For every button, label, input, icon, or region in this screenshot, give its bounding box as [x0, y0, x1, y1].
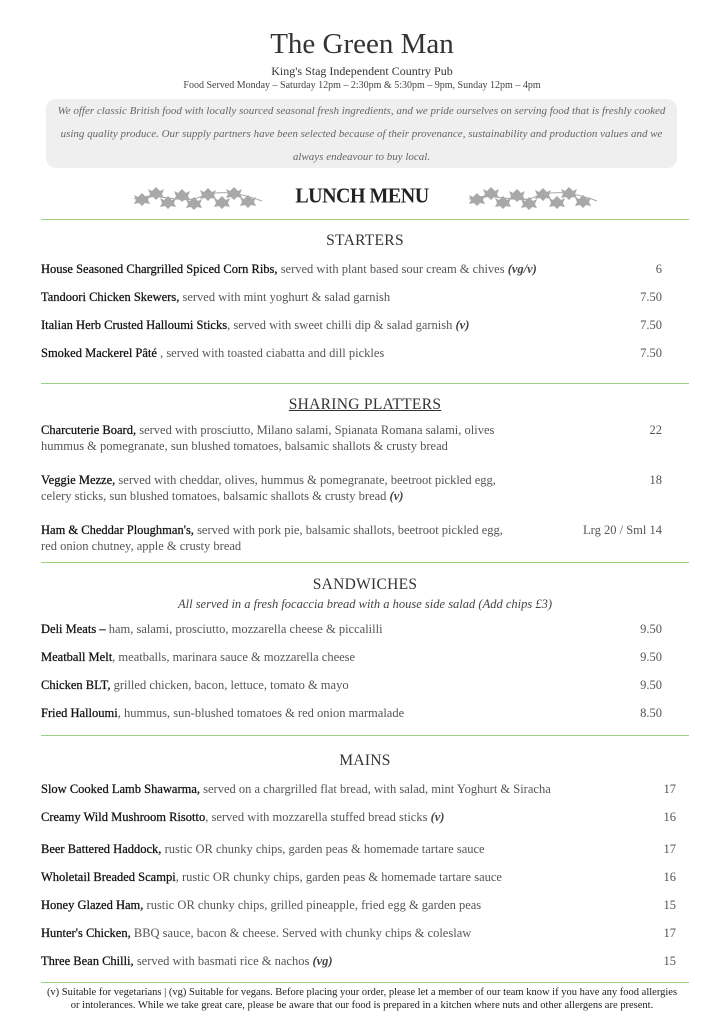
item-name: Three Bean Chilli, — [41, 954, 134, 968]
item-name: Hunter's Chicken, — [41, 926, 131, 940]
item-name: Meatball Melt — [41, 650, 113, 664]
section-subtitle: All served in a fresh focaccia bread with a house side salad (Add chips £3) — [177, 597, 553, 611]
item-price: 22 — [649, 423, 662, 437]
item-price: 9.50 — [640, 622, 662, 636]
menu-item — [41, 283, 689, 311]
item-name: Wholetail Breaded Scampi — [41, 870, 176, 884]
dietary-tag: (v) — [430, 810, 445, 824]
item-description: served with pork pie, balsamic shallots, beetroot pickled egg, red onion chutney, apple & crusty bread — [41, 523, 503, 553]
intro-text: We offer classic British food with locally sourced seasonal fresh ingredients, and we pride ourselves on serving food that is freshly cooked using quality produce. Our supply partners have been selected because of their provenance, sustainability and production values and we always endeavour to buy local. — [46, 99, 677, 168]
divider — [41, 383, 689, 384]
item-description: served with plant based sour cream & chives — [277, 262, 508, 276]
allergen-footer — [0, 986, 724, 1012]
divider — [41, 982, 689, 983]
item-price: 6 — [655, 262, 662, 276]
item-price: 7.50 — [640, 318, 662, 332]
item-name: Slow Cooked Lamb Shawarma, — [41, 782, 201, 796]
menu-section-starters — [41, 227, 689, 367]
item-description: , rustic OR chunky chips, garden peas & homemade tartare sauce — [175, 870, 502, 884]
item-price: 16 — [663, 870, 676, 884]
item-name: Tandoori Chicken Skewers, — [41, 290, 180, 304]
section-heading: MAINS — [339, 752, 391, 769]
item-price: 18 — [649, 473, 662, 487]
menu-section-sharing-platters — [41, 388, 689, 572]
item-price: 17 — [663, 782, 676, 796]
opening-hours: Food Served Monday – Saturday 12pm – 2:30pm & 5:30pm – 9pm, Sunday 12pm – 4pm — [183, 80, 541, 91]
item-description: , served with toasted ciabatta and dill pickles — [156, 346, 385, 360]
item-price: Lrg 20 / Sml 14 — [583, 523, 662, 537]
item-price: 17 — [663, 926, 676, 940]
item-description: grilled chicken, bacon, lettuce, tomato & mayo — [110, 678, 349, 692]
item-price: 16 — [663, 810, 676, 824]
menu-item — [41, 522, 662, 554]
menu-item — [41, 255, 689, 283]
dietary-tag: (vg/v) — [507, 262, 537, 276]
item-name: House Seasoned Chargrilled Spiced Corn Ribs, — [41, 262, 278, 276]
dietary-tag: (vg) — [312, 954, 333, 968]
item-price: 15 — [663, 954, 676, 968]
restaurant-subtitle: King's Stag Independent Country Pub — [271, 64, 453, 78]
item-price: 8.50 — [640, 706, 662, 720]
dietary-tag: (v) — [455, 318, 470, 332]
item-description: rustic OR chunky chips, garden peas & homemade tartare sauce — [161, 842, 485, 856]
menu-item — [41, 891, 689, 919]
item-name: Italian Herb Crusted Halloumi Sticks — [41, 318, 228, 332]
menu-item — [41, 775, 689, 803]
section-heading: SANDWICHES — [312, 576, 418, 593]
item-description: BBQ sauce, bacon & cheese. Served with chunky chips & coleslaw — [130, 926, 472, 940]
vine-ornament-right-icon — [465, 183, 601, 211]
item-description: served with cheddar, olives, hummus & pomegranate, beetroot pickled egg, celery sticks, sun blushed tomatoes, balsamic shallots & crusty bread — [41, 473, 496, 503]
menu-item — [41, 803, 689, 831]
item-price: 7.50 — [640, 290, 662, 304]
section-heading: STARTERS — [326, 232, 404, 249]
item-description: served on a chargrilled flat bread, with salad, mint Yoghurt & Siracha — [200, 782, 551, 796]
divider — [41, 735, 689, 736]
menu-section-mains — [41, 747, 689, 975]
menu-item — [41, 947, 689, 975]
menu-title: LUNCH MENU — [295, 184, 429, 208]
item-name: Chicken BLT, — [41, 678, 111, 692]
menu-item — [41, 835, 689, 863]
item-name: Charcuterie Board, — [41, 423, 137, 437]
item-price: 17 — [663, 842, 676, 856]
item-description: ham, salami, prosciutto, mozzarella cheese & piccalilli — [105, 622, 383, 636]
menu-item — [41, 671, 689, 699]
item-name: Smoked Mackerel Pâté — [41, 346, 157, 360]
menu-item — [41, 422, 662, 454]
item-name: Creamy Wild Mushroom Risotto — [41, 810, 206, 824]
item-price: 9.50 — [640, 650, 662, 664]
menu-item — [41, 311, 689, 339]
menu-item — [41, 643, 689, 671]
item-description: , served with mozzarella stuffed bread sticks — [205, 810, 431, 824]
item-description: served with prosciutto, Milano salami, Spianata Romana salami, olives hummus & pomegranate, sun blushed tomatoes, balsamic shallots & crusty bread — [41, 423, 495, 453]
item-description: served with mint yoghurt & salad garnish — [179, 290, 391, 304]
item-name: Beer Battered Haddock, — [41, 842, 162, 856]
menu-item — [41, 615, 689, 643]
item-name: Fried Halloumi — [41, 706, 118, 720]
item-name: Ham & Cheddar Ploughman's, — [41, 523, 194, 537]
item-description: , hummus, sun-blushed tomatoes & red onion marmalade — [117, 706, 405, 720]
menu-item — [41, 863, 689, 891]
item-description: rustic OR chunky chips, grilled pineapple, fried egg & garden peas — [143, 898, 482, 912]
item-price: 7.50 — [640, 346, 662, 360]
restaurant-name: The Green Man — [270, 28, 454, 60]
item-description: served with basmati rice & nachos — [133, 954, 313, 968]
divider — [41, 219, 689, 220]
item-name: Deli Meats – — [41, 622, 106, 636]
item-name: Veggie Mezze, — [41, 473, 116, 487]
menu-item — [41, 919, 689, 947]
section-heading: SHARING PLATTERS — [288, 396, 442, 413]
item-description: , meatballs, marinara sauce & mozzarella cheese — [112, 650, 356, 664]
item-price: 15 — [663, 898, 676, 912]
item-name: Honey Glazed Ham, — [41, 898, 144, 912]
footer-line-2: or intolerances. While we take great care, please be aware that our food is prepared in a kitchen where nuts and other allergens are present. — [70, 1000, 654, 1011]
dietary-tag: (v) — [389, 489, 404, 503]
item-price: 9.50 — [640, 678, 662, 692]
item-description: , served with sweet chilli dip & salad garnish — [227, 318, 456, 332]
menu-item — [41, 472, 662, 504]
menu-item — [41, 699, 689, 727]
menu-item — [41, 339, 689, 367]
menu-section-sandwiches — [41, 574, 689, 727]
footer-line-1: (v) Suitable for vegetarians | (vg) Suitable for vegans. Before placing your order, please let a member of our team know if you have any food allergies — [46, 987, 678, 998]
